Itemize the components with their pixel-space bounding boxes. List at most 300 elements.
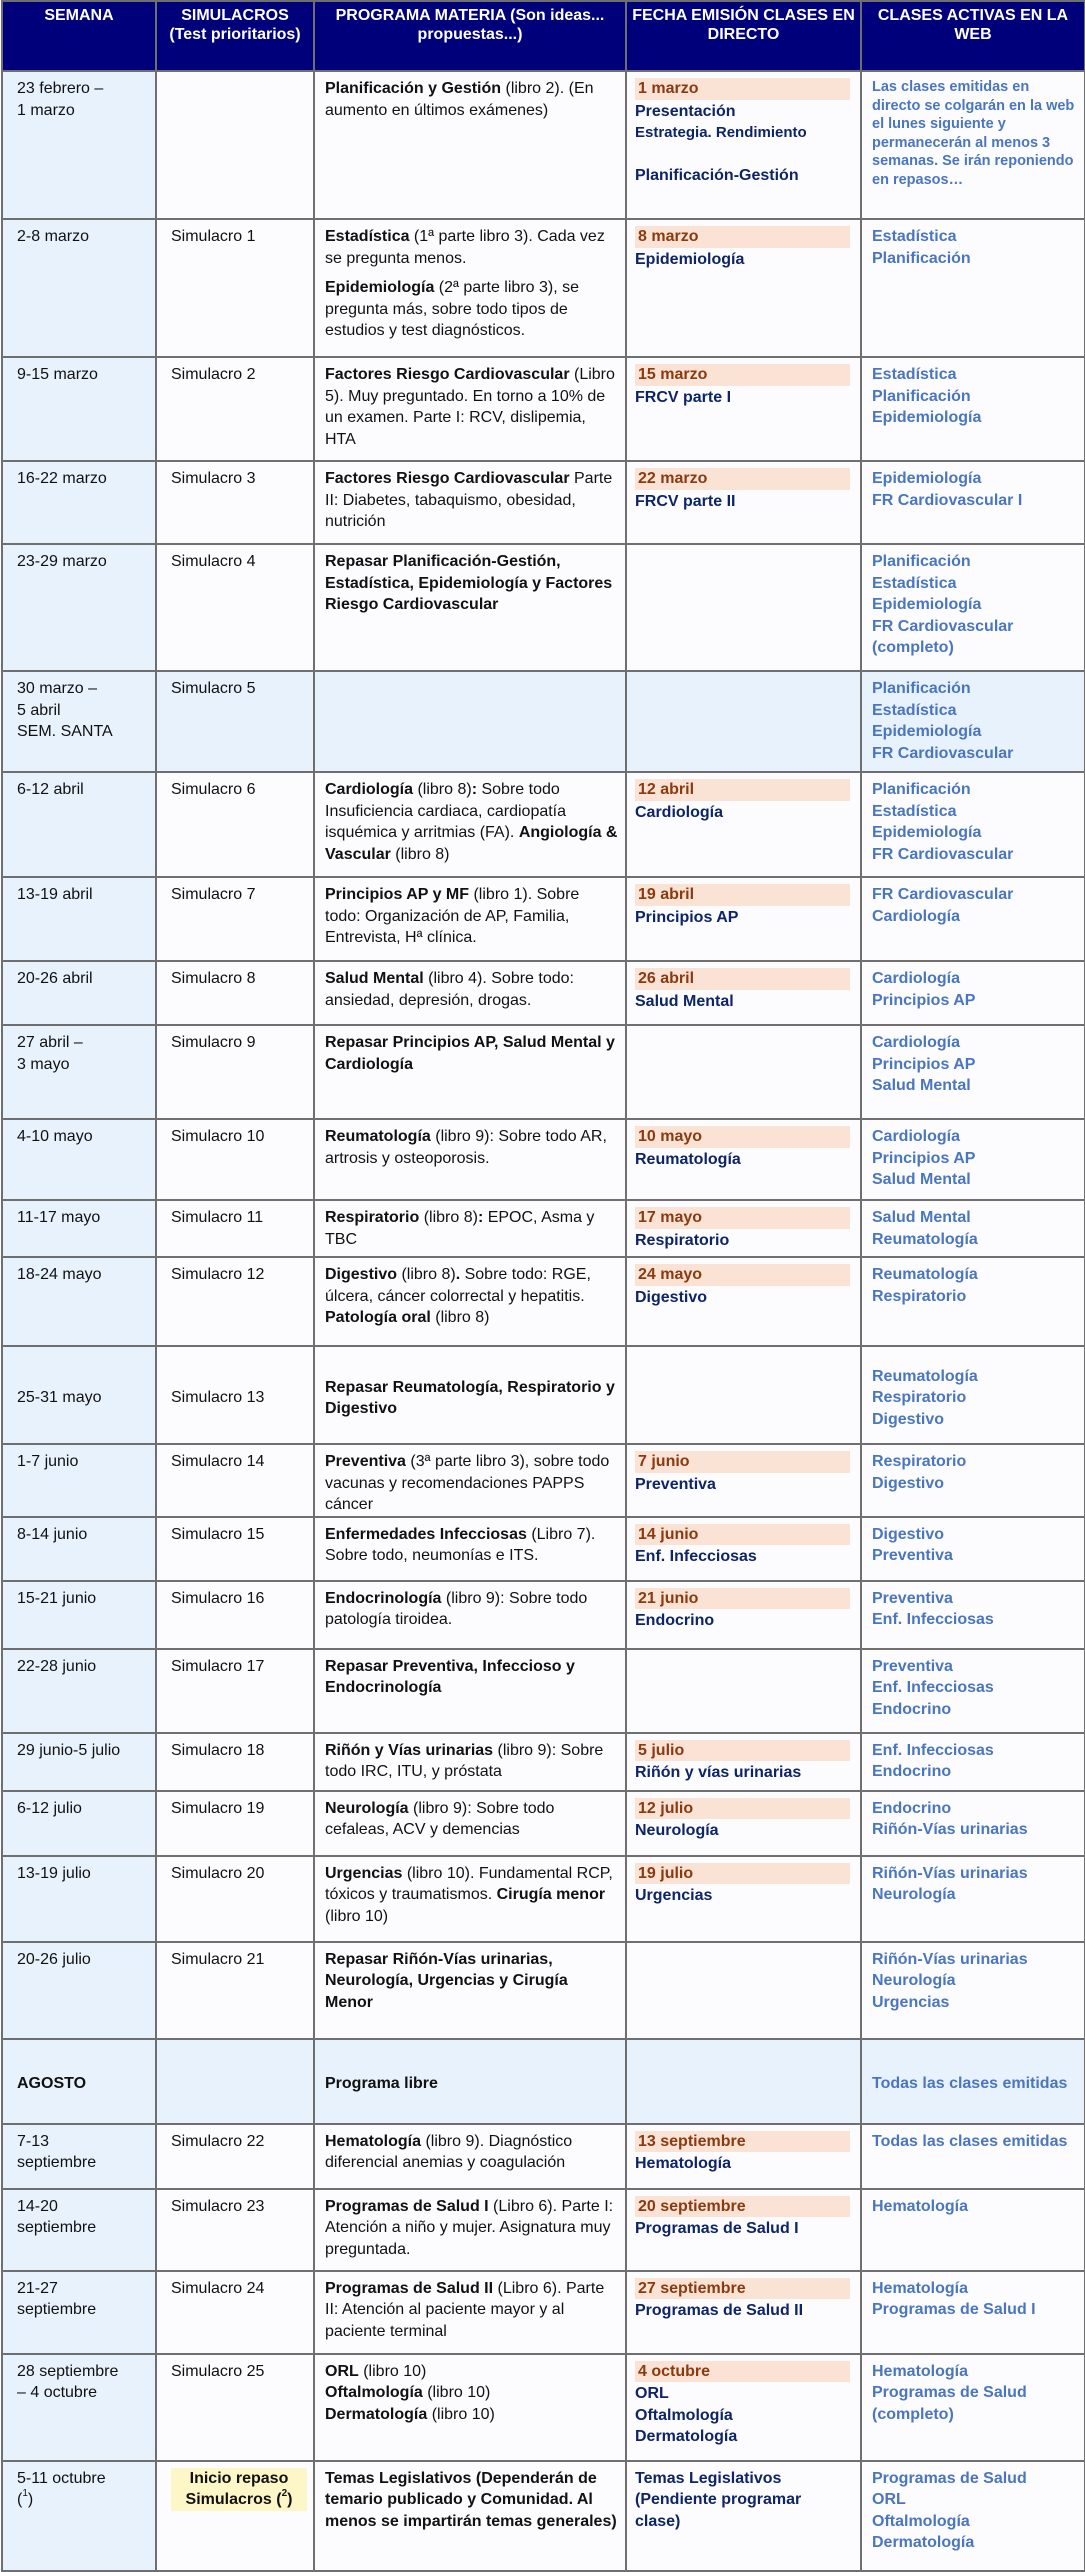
broadcast-date: 10 mayo: [635, 1126, 850, 1148]
footnote-marker: 1: [22, 2488, 28, 2499]
programa-subject: Oftalmología: [325, 2384, 423, 2401]
active-class-item[interactable]: FR Cardiovascular I: [872, 491, 1023, 509]
programa-detail: (Libro 7). Sobre todo, neumonías e ITS.: [325, 1525, 596, 1564]
programa-subject: Epidemiología: [325, 279, 435, 296]
week-cell: [2, 772, 156, 877]
active-class-item[interactable]: Estadística: [872, 701, 957, 719]
fecha-cell: [626, 1649, 861, 1733]
active-class-item[interactable]: Programas de Salud I: [872, 2301, 1036, 2318]
clases-activas-cell: [861, 461, 1085, 544]
week-cell: [2, 1200, 156, 1257]
programa-paragraph: [325, 551, 619, 616]
schedule-row: [2, 2039, 1085, 2124]
broadcast-date: 22 marzo: [635, 468, 850, 490]
week-cell: [2, 2039, 156, 2124]
simulacro-cell: [156, 1200, 314, 1257]
programa-subject: Factores Riesgo Cardiovascular: [325, 366, 570, 383]
fecha-cell: [626, 357, 861, 461]
simulacro-cell: [156, 1733, 314, 1791]
programa-detail: (libro 9): Sobre todo AR, artrosis y osteoporosis.: [325, 1128, 607, 1167]
programa-subject: Temas Legislativos (Dependerán de temario publicado y Comunidad. Al menos se impartirán temas generales): [325, 2469, 617, 2530]
clases-activas-cell: [861, 671, 1085, 772]
fecha-cell: [626, 961, 861, 1025]
active-class-item[interactable]: Principios AP: [872, 1149, 976, 1167]
active-class-item[interactable]: Neurología: [872, 1886, 956, 1903]
week-cell: [2, 2461, 156, 2571]
week-label: SEM. SANTA: [17, 723, 113, 740]
programa-subject: Repasar Riñón-Vías urinarias, Neurología, Urgencias y Cirugía Menor: [325, 1950, 568, 2011]
broadcast-topic: Presentación: [635, 102, 736, 120]
broadcast-topic: Oftalmología: [635, 2406, 733, 2424]
active-class-item[interactable]: Cardiología: [872, 907, 961, 925]
clases-activas-cell: [861, 877, 1085, 961]
schedule-row: [2, 1025, 1085, 1119]
simulacro-label: Simulacro 24: [171, 2279, 265, 2297]
active-class-item[interactable]: Neurología: [872, 1972, 956, 1989]
simulacro-label: Simulacro 3: [171, 470, 256, 487]
broadcast-topic: Hematología: [635, 2155, 732, 2172]
active-class-item[interactable]: Riñón-Vías urinarias: [872, 1950, 1028, 1968]
week-cell: [2, 1119, 156, 1200]
programa-detail: (1ª parte libro 3). Cada vez se pregunta menos.: [325, 228, 605, 267]
broadcast-topic: Planificación-Gestión: [635, 166, 799, 184]
broadcast-topic: Digestivo: [635, 1288, 708, 1306]
programa-cell: [314, 2461, 626, 2571]
programa-paragraph: [325, 468, 619, 533]
simulacro-cell: [156, 1257, 314, 1346]
clases-activas-cell: [861, 1257, 1085, 1346]
simulacro-label: Simulacro 22: [171, 2132, 265, 2150]
week-cell: [2, 961, 156, 1025]
active-class-item[interactable]: Reumatología: [872, 1230, 978, 1248]
fecha-cell: [626, 2039, 861, 2124]
programa-paragraph: [325, 2382, 619, 2404]
simulacro-label: Simulacro 16: [171, 1589, 265, 1607]
week-label: septiembre: [17, 2154, 97, 2171]
programa-paragraph: [325, 1524, 619, 1567]
programa-cell: [314, 1257, 626, 1346]
active-class-item[interactable]: Preventiva: [872, 1657, 953, 1675]
clases-activas-cell: [861, 2271, 1085, 2354]
schedule-row: [2, 1856, 1085, 1942]
active-class-item[interactable]: (completo): [872, 639, 954, 656]
simulacro-label: Simulacro 18: [171, 1741, 265, 1759]
programa-cell: [314, 1517, 626, 1581]
programa-cell: [314, 219, 626, 357]
broadcast-topic: Salud Mental: [635, 992, 734, 1010]
active-class-item[interactable]: Epidemiología: [872, 723, 982, 740]
schedule-row: [2, 2354, 1085, 2461]
week-cell: [2, 219, 156, 357]
simulacro-label: Simulacro 6: [171, 781, 256, 798]
active-class-item[interactable]: Reumatología: [872, 1266, 978, 1283]
schedule-row: [2, 2271, 1085, 2354]
programa-paragraph: [325, 1588, 619, 1631]
simulacro-cell: [156, 2189, 314, 2271]
week-label: 7-13: [17, 2132, 50, 2150]
active-class-item[interactable]: Endocrino: [872, 1700, 952, 1718]
clases-activas-cell: [861, 1856, 1085, 1942]
programa-detail: (libro 8): [430, 1309, 490, 1326]
programa-paragraph: [325, 779, 619, 865]
simulacro-label: Simulacro 11: [171, 1209, 264, 1226]
active-class-item[interactable]: Salud Mental: [872, 1209, 971, 1226]
broadcast-date: 19 abril: [635, 884, 850, 906]
simulacro-cell: [156, 1942, 314, 2039]
programa-paragraph: [325, 2073, 619, 2095]
active-class-item[interactable]: Enf. Infecciosas: [872, 1611, 994, 1628]
active-class-item[interactable]: Hematología: [872, 2279, 969, 2297]
programa-detail: (libro 10). Fundamental RCP, tóxicos y traumatismos.: [325, 1864, 613, 1903]
fecha-cell: [626, 1200, 861, 1257]
simulacro-cell: [156, 1791, 314, 1856]
programa-detail: (libro 10): [358, 2362, 427, 2380]
programa-subject: Salud Mental: [325, 970, 424, 987]
fecha-cell: [626, 1346, 861, 1444]
active-class-item[interactable]: Todas las clases emitidas: [872, 2132, 1068, 2150]
broadcast-topic: Enf. Infecciosas: [635, 1548, 757, 1565]
programa-cell: [314, 1649, 626, 1733]
week-label: 9-15 marzo: [17, 366, 98, 383]
schedule-row: [2, 772, 1085, 877]
active-class-item[interactable]: Salud Mental: [872, 1171, 971, 1188]
broadcast-topic: Principios AP: [635, 908, 739, 926]
simulacro-label-highlight: Inicio repaso Simulacros ($^2$): [171, 2468, 307, 2511]
clases-activas-cell: [861, 1942, 1085, 2039]
schedule-row: [2, 461, 1085, 544]
simulacro-label: Simulacro 7: [171, 886, 256, 903]
week-cell: [2, 1444, 156, 1517]
schedule-row: [2, 1257, 1085, 1346]
programa-cell: [314, 71, 626, 219]
active-class-item[interactable]: Cardiología: [872, 1034, 961, 1051]
week-label: 5 abril: [17, 701, 61, 719]
clases-activas-cell: [861, 2039, 1085, 2124]
active-class-item[interactable]: FR Cardiovascular: [872, 886, 1014, 903]
schedule-row: [2, 2461, 1085, 2571]
clases-activas-cell: [861, 2461, 1085, 2571]
week-cell: [2, 877, 156, 961]
active-class-item[interactable]: Respiratorio: [872, 1287, 967, 1305]
clases-note: Las clases emitidas en directo se colgarán en la web el lunes siguiente y permanecerán al menos 3 semanas. Se irán reponiendo en repasos…: [872, 79, 1075, 188]
programa-detail: Parte II: Diabetes, tabaquismo, obesidad, nutrición: [325, 470, 613, 530]
broadcast-topic: (Pendiente programar clase): [635, 2491, 802, 2530]
active-class-item[interactable]: Estadística: [872, 228, 957, 245]
active-class-item[interactable]: Respiratorio: [872, 1453, 967, 1470]
active-class-item[interactable]: Planificación: [872, 680, 971, 697]
active-class-item[interactable]: Epidemiología: [872, 596, 982, 613]
programa-paragraph: [325, 1207, 619, 1250]
programa-subject: Repasar Reumatología, Respiratorio y Digestivo: [325, 1378, 615, 1417]
fecha-cell: [626, 1856, 861, 1942]
simulacro-cell: [156, 1444, 314, 1517]
clases-activas-cell: [861, 2354, 1085, 2461]
programa-paragraph: [325, 968, 619, 1011]
programa-subject: Programas de Salud II: [325, 2279, 494, 2297]
active-class-item[interactable]: FR Cardiovascular: [872, 617, 1014, 635]
week-label: 13-19 abril: [17, 886, 93, 903]
programa-paragraph: [325, 1264, 619, 1329]
clases-activas-cell: [861, 1444, 1085, 1517]
week-label: 28 septiembre: [17, 2362, 119, 2380]
schedule-row: [2, 219, 1085, 357]
programa-cell: [314, 2354, 626, 2461]
active-class-item[interactable]: Estadística: [872, 802, 957, 820]
header-simulacros: SIMULACROS (Test prioritarios): [156, 1, 314, 71]
week-label: 6-12 julio: [17, 1799, 82, 1817]
broadcast-topic: Riñón y vías urinarias: [635, 1764, 802, 1781]
broadcast-date: 5 julio: [635, 1740, 850, 1762]
week-label: 20-26 abril: [17, 970, 93, 987]
schedule-row: [2, 961, 1085, 1025]
clases-activas-cell: [861, 71, 1085, 219]
programa-cell: [314, 1942, 626, 2039]
active-class-item[interactable]: Riñón-Vías urinarias: [872, 1821, 1028, 1838]
programa-paragraph: [325, 2196, 619, 2261]
programa-cell: [314, 1581, 626, 1649]
week-cell: [2, 1257, 156, 1346]
fecha-cell: [626, 219, 861, 357]
simulacro-cell: [156, 1119, 314, 1200]
week-cell: [2, 1581, 156, 1649]
week-label: 1 marzo: [17, 101, 75, 119]
active-class-item[interactable]: Salud Mental: [872, 1077, 971, 1094]
programa-paragraph: [325, 1656, 619, 1699]
simulacro-cell: [156, 219, 314, 357]
active-class-item[interactable]: Planificación: [872, 553, 971, 570]
programa-paragraph: [325, 1949, 619, 2014]
programa-paragraph: [325, 1377, 619, 1420]
week-label: 27 abril –: [17, 1034, 83, 1051]
clases-activas-cell: [861, 544, 1085, 671]
active-class-item[interactable]: Hematología: [872, 2197, 969, 2215]
broadcast-topic: Cardiología: [635, 803, 724, 821]
programa-subject: Cardiología: [325, 781, 414, 798]
schedule-row: [2, 1942, 1085, 2039]
week-label: 29 junio-5 julio: [17, 1741, 121, 1759]
broadcast-topic: Respiratorio: [635, 1231, 730, 1249]
active-class-item[interactable]: Digestivo: [872, 1410, 945, 1428]
clases-activas-cell: [861, 772, 1085, 877]
broadcast-topic: Endocrino: [635, 1612, 715, 1629]
programa-subject: Dermatología: [325, 2405, 428, 2423]
active-class-item[interactable]: Epidemiología: [872, 409, 982, 426]
active-class-item[interactable]: Planificación: [872, 387, 971, 405]
schedule-row: [2, 2124, 1085, 2189]
active-class-item[interactable]: Respiratorio: [872, 1389, 967, 1407]
simulacro-cell: [156, 2354, 314, 2461]
active-class-item[interactable]: FR Cardiovascular: [872, 744, 1014, 762]
week-cell: [2, 2124, 156, 2189]
active-class-item[interactable]: Programas de Salud: [872, 2384, 1027, 2401]
programa-cell: [314, 544, 626, 671]
schedule-row: [2, 1200, 1085, 1257]
clases-activas-cell: [861, 2189, 1085, 2271]
week-cell: [2, 671, 156, 772]
programa-paragraph: [325, 1863, 619, 1928]
active-class-item[interactable]: Enf. Infecciosas: [872, 1679, 994, 1696]
active-class-item[interactable]: Reumatología: [872, 1367, 978, 1385]
broadcast-date: 8 marzo: [635, 226, 850, 248]
schedule-row: [2, 2189, 1085, 2271]
programa-subject: Endocrinología: [325, 1589, 442, 1607]
broadcast-date: 13 septiembre: [635, 2131, 850, 2153]
fecha-cell: [626, 1942, 861, 2039]
active-class-item[interactable]: Principios AP: [872, 1055, 976, 1073]
programa-paragraph: [325, 2361, 619, 2383]
broadcast-date: 27 septiembre: [635, 2278, 850, 2300]
programa-subject: Planificación y Gestión: [325, 80, 502, 97]
programa-subject: Riñón y Vías urinarias: [325, 1741, 494, 1759]
active-class-item[interactable]: Planificación: [872, 781, 971, 798]
active-class-item[interactable]: Urgencias: [872, 1993, 950, 2011]
schedule-row: [2, 877, 1085, 961]
active-class-item[interactable]: Cardiología: [872, 970, 961, 987]
programa-cell: [314, 2124, 626, 2189]
schedule-row: [2, 1649, 1085, 1733]
programa-subject: Principios AP y MF: [325, 886, 470, 903]
programa-detail: (libro 1). Sobre todo: Organización de AP, Familia, Entrevista, Hª clínica.: [325, 886, 580, 946]
programa-cell: [314, 1119, 626, 1200]
broadcast-topic: Preventiva: [635, 1475, 716, 1493]
programa-subject: Preventiva: [325, 1453, 406, 1470]
active-class-item[interactable]: Estadística: [872, 574, 957, 592]
week-label: septiembre: [17, 2301, 97, 2318]
programa-detail: (libro 10): [422, 2384, 491, 2401]
fecha-cell: [626, 1581, 861, 1649]
active-class-item[interactable]: Digestivo: [872, 1474, 945, 1492]
programa-detail: Sobre todo Insuficiencia cardiaca, cardiopatía isquémica y arritmias (FA).: [325, 781, 567, 841]
programa-detail: (libro 9): Sobre todo patología tiroidea.: [325, 1589, 588, 1628]
clases-activas-cell: [861, 2124, 1085, 2189]
active-class-item[interactable]: (completo): [872, 2405, 954, 2423]
simulacro-label: Simulacro 10: [171, 1128, 265, 1145]
programa-cell: [314, 961, 626, 1025]
active-class-item[interactable]: Riñón-Vías urinarias: [872, 1864, 1028, 1882]
fecha-cell: [626, 1444, 861, 1517]
active-class-item[interactable]: Principios AP: [872, 991, 976, 1009]
fecha-cell: [626, 2461, 861, 2571]
simulacro-label: Simulacro 1: [171, 228, 256, 245]
programa-cell: [314, 772, 626, 877]
clases-activas-cell: [861, 1649, 1085, 1733]
active-class-item[interactable]: Digestivo: [872, 1525, 945, 1543]
fecha-cell: [626, 1257, 861, 1346]
broadcast-date: 12 abril: [635, 779, 850, 801]
broadcast-topic: Reumatología: [635, 1150, 741, 1168]
study-schedule-table: [1, 0, 1085, 2572]
programa-detail: (libro 9). Diagnóstico diferencial anemias y coagulación: [325, 2132, 573, 2171]
active-class-item[interactable]: Endocrino: [872, 1799, 952, 1817]
programa-cell: [314, 2039, 626, 2124]
schedule-row: [2, 1581, 1085, 1649]
programa-detail: (libro 4). Sobre todo: ansiedad, depresión, drogas.: [325, 970, 574, 1009]
week-label: 23 febrero –: [17, 80, 104, 97]
active-class-item[interactable]: Preventiva: [872, 1589, 953, 1607]
week-label: AGOSTO: [17, 2075, 87, 2093]
fecha-cell: [626, 1733, 861, 1791]
schedule-row: [2, 671, 1085, 772]
simulacro-cell: [156, 1649, 314, 1733]
programa-subject: Programas de Salud I: [325, 2197, 489, 2215]
active-class-item[interactable]: ORL: [872, 2491, 906, 2508]
simulacro-cell: [156, 1517, 314, 1581]
active-class-item[interactable]: Epidemiología: [872, 470, 982, 487]
programa-paragraph: [325, 1032, 619, 1075]
programa-detail: (libro 8): [397, 1266, 456, 1283]
active-class-item[interactable]: Endocrino: [872, 1763, 952, 1780]
programa-detail: (Libro 6). Parte I: Atención a niño y mujer. Asignatura muy preguntada.: [325, 2197, 614, 2258]
header-fecha: FECHA EMISIÓN CLASES EN DIRECTO: [626, 1, 861, 71]
fecha-cell: [626, 2189, 861, 2271]
programa-subject: Neurología: [325, 1799, 409, 1817]
active-class-item[interactable]: Estadística: [872, 366, 957, 383]
schedule-row: [2, 1346, 1085, 1444]
programa-paragraph: [325, 364, 619, 450]
active-class-item[interactable]: Oftalmología: [872, 2512, 970, 2530]
broadcast-date: 24 mayo: [635, 1264, 850, 1286]
programa-cell: [314, 1733, 626, 1791]
programa-paragraph: [325, 226, 619, 269]
active-class-item[interactable]: Cardiología: [872, 1128, 961, 1145]
programa-subject: Patología oral: [325, 1309, 431, 1326]
broadcast-date: 1 marzo: [635, 78, 850, 100]
fecha-cell: [626, 1517, 861, 1581]
broadcast-topic: Estrategia. Rendimiento: [635, 124, 807, 141]
active-class-item[interactable]: Planificación: [872, 249, 971, 267]
clases-activas-cell: [861, 1200, 1085, 1257]
week-cell: [2, 2271, 156, 2354]
week-cell: [2, 1517, 156, 1581]
active-class-item[interactable]: FR Cardiovascular: [872, 845, 1014, 863]
simulacro-label: Simulacro 2: [171, 366, 256, 383]
week-label: 6-12 abril: [17, 781, 84, 798]
active-class-item[interactable]: Programas de Salud: [872, 2469, 1027, 2487]
schedule-row: [2, 357, 1085, 461]
active-class-item[interactable]: Todas las clases emitidas: [872, 2075, 1068, 2093]
week-label: 2-8 marzo: [17, 228, 90, 245]
programa-detail: (Libro 6). Parte II: Atención al paciente mayor y al paciente terminal: [325, 2279, 605, 2340]
simulacro-cell: [156, 2039, 314, 2124]
week-cell: [2, 71, 156, 219]
simulacro-cell: [156, 1581, 314, 1649]
broadcast-topic: Urgencias: [635, 1887, 713, 1904]
programa-subject: Digestivo: [325, 1266, 398, 1283]
programa-subject: Repasar Principios AP, Salud Mental y Cardiología: [325, 1034, 615, 1073]
active-class-item[interactable]: Epidemiología: [872, 824, 982, 841]
simulacro-label: Simulacro 23: [171, 2197, 265, 2215]
programa-cell: [314, 1791, 626, 1856]
active-class-item[interactable]: Preventiva: [872, 1547, 953, 1564]
simulacro-label: Simulacro 13: [171, 1389, 265, 1407]
header-programa: PROGRAMA MATERIA (Son ideas... propuestas...): [314, 1, 626, 71]
week-label: 22-28 junio: [17, 1657, 97, 1675]
programa-detail: (libro 9): Sobre todo IRC, ITU, y próstata: [325, 1741, 604, 1780]
simulacro-label: Simulacro 20: [171, 1864, 265, 1882]
active-class-item[interactable]: Hematología: [872, 2362, 969, 2380]
simulacro-cell: [156, 772, 314, 877]
simulacro-label: Simulacro 5: [171, 680, 256, 697]
active-class-item[interactable]: Dermatología: [872, 2534, 975, 2551]
week-label: – 4 octubre: [17, 2384, 98, 2401]
broadcast-topic: Epidemiología: [635, 250, 745, 268]
programa-subject: Estadística: [325, 228, 410, 245]
programa-cell: [314, 1856, 626, 1942]
week-label: 14-20: [17, 2197, 58, 2215]
broadcast-date: 21 junio: [635, 1588, 850, 1610]
simulacro-cell: [156, 2124, 314, 2189]
active-class-item[interactable]: Enf. Infecciosas: [872, 1741, 994, 1759]
